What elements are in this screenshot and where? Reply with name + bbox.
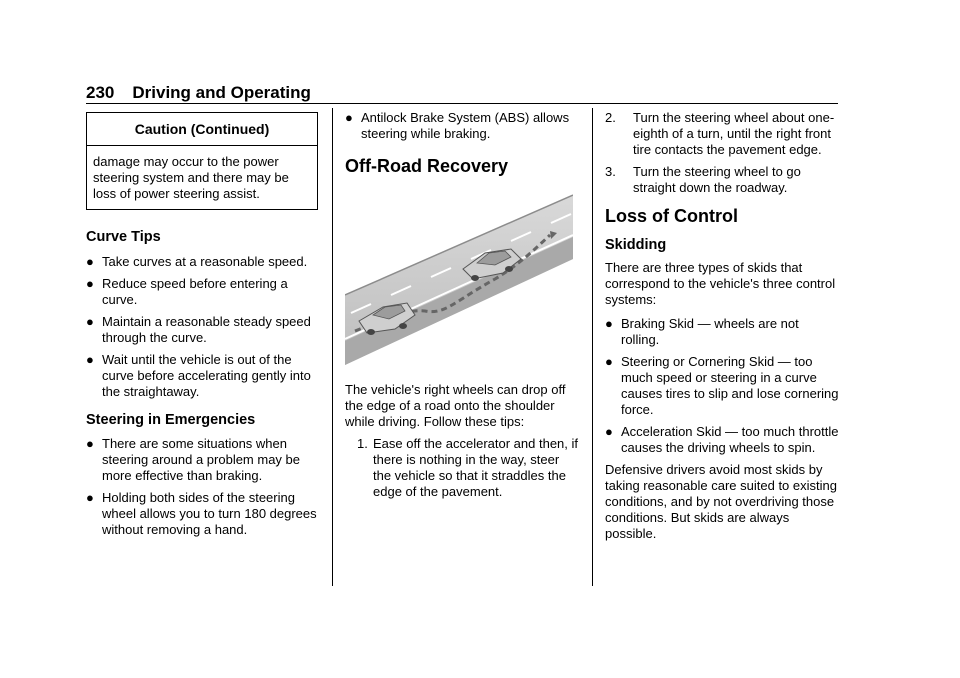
bullet-icon: ●: [86, 276, 94, 291]
off-road-intro: The vehicle's right wheels can drop off the edge of a road onto the shoulder while driving. Follow these tips:: [345, 382, 566, 429]
section-title: Driving and Operating: [132, 83, 311, 102]
column-1: [86, 108, 320, 544]
bullet-icon: ●: [605, 316, 613, 331]
list-item: 2. Turn the steering wheel about one-eighth of a turn, until the right front tire contacts the pavement edge.: [605, 110, 835, 157]
skid-list: [605, 316, 839, 456]
list-item: ● Braking Skid — wheels are not rolling.: [605, 316, 799, 347]
list-item: 1. Ease off the accelerator and then, if there is nothing in the way, steer the vehicle so that it straddles the edge of the pavement.: [357, 436, 579, 499]
heading-skidding: Skidding: [605, 237, 667, 253]
bullet-icon: ●: [345, 110, 353, 125]
heading-loss-of-control: Loss of Control: [605, 206, 738, 226]
bullet-icon: ●: [86, 314, 94, 329]
heading-off-road-recovery: Off-Road Recovery: [345, 156, 509, 176]
caution-title: Caution (Continued): [87, 113, 317, 146]
column-2: [345, 108, 579, 506]
emergencies-list: [86, 436, 320, 538]
list-item: ● Acceleration Skid — too much throttle causes the driving wheels to spin.: [605, 424, 839, 455]
bullet-icon: ●: [86, 254, 94, 269]
page-header: [86, 83, 838, 103]
off-road-steps-continued: [605, 110, 839, 196]
abs-list: [345, 110, 579, 142]
list-item: ● There are some situations when steering around a problem may be more effective than braking.: [86, 436, 301, 483]
heading-curve-tips: Curve Tips: [86, 229, 161, 245]
list-item: ● Holding both sides of the steering wheel allows you to turn 180 degrees without removing a hand.: [86, 490, 317, 537]
column-divider-2: [592, 108, 593, 586]
list-item: ● Antilock Brake System (ABS) allows steering while braking.: [345, 110, 570, 141]
header-rule: [86, 103, 838, 104]
step-number: 3.: [605, 164, 616, 179]
page-number: 230: [86, 83, 115, 102]
curve-tips-list: [86, 254, 320, 400]
list-item: ● Take curves at a reasonable speed.: [86, 254, 308, 269]
heading-steering-emergencies: Steering in Emergencies: [86, 412, 256, 428]
column-divider-1: [332, 108, 333, 586]
bullet-icon: ●: [605, 424, 613, 439]
off-road-steps: [345, 436, 579, 500]
list-item: ● Reduce speed before entering a curve.: [86, 276, 288, 307]
list-item: ● Maintain a reasonable steady speed through the curve.: [86, 314, 311, 345]
column-3: [605, 108, 839, 542]
off-road-recovery-illustration: [345, 189, 573, 365]
step-number: 1.: [357, 436, 368, 451]
list-item: 3. Turn the steering wheel to go straight down the roadway.: [605, 164, 801, 195]
skid-closing: Defensive drivers avoid most skids by taking reasonable care suited to existing conditions, and by not overdriving those conditions. But skids are always possible.: [605, 462, 837, 541]
bullet-icon: ●: [605, 354, 613, 369]
caution-body: damage may occur to the power steering system and there may be loss of power steering assist.: [93, 154, 289, 201]
list-item: ● Wait until the vehicle is out of the curve before accelerating gently into the straightaway.: [86, 352, 311, 399]
list-item: ● Steering or Cornering Skid — too much speed or steering in a curve causes tires to slip and lose cornering force.: [605, 354, 839, 417]
skid-intro: There are three types of skids that correspond to the vehicle's three control systems:: [605, 260, 836, 307]
bullet-icon: ●: [86, 490, 94, 505]
bullet-icon: ●: [86, 436, 94, 451]
bullet-icon: ●: [86, 352, 94, 367]
caution-box: [86, 112, 318, 210]
step-number: 2.: [605, 110, 616, 125]
